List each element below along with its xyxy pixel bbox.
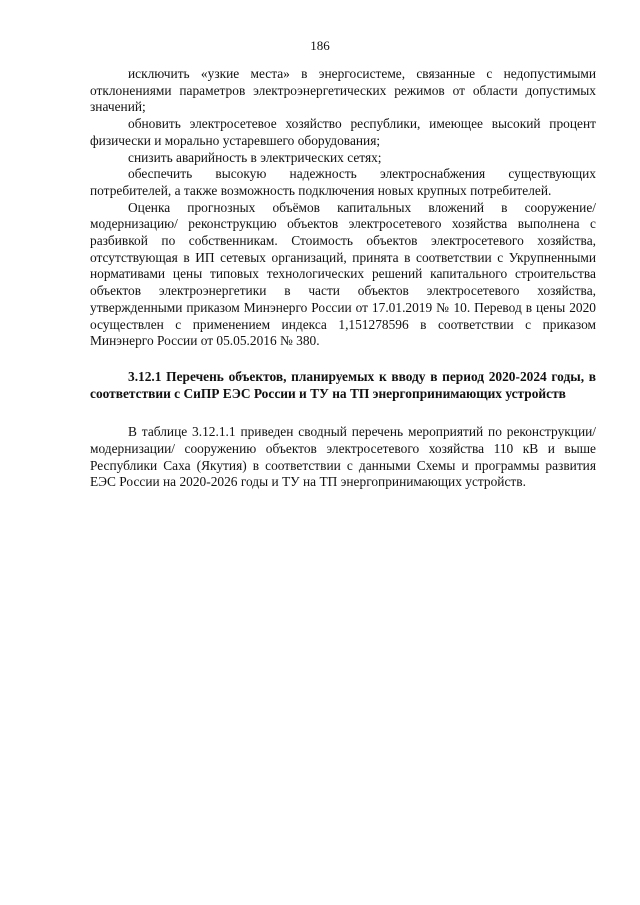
bullet-reduce-accidents: снизить аварийность в электрических сетях;: [128, 149, 382, 165]
paragraph-investment-estimate: Оценка прогнозных объёмов капитальных вложений в сооружение/ модернизацию/ реконструкцию объектов электросетевого хозяйства выполнена с разбивкой по собственникам. Стоимость объектов электросетевого хозяйства, отсутствующая в ИП сетевых организаций, принята в соответствии с Укрупненными нормативами цены типовых технологических решений капитального строительства объектов электроэнергетики в части объектов электросетевого хозяйства, утвержденными приказом Минэнерго России от 17.01.2019 № 10. Перевод в цены 2020 осуществлен с применением индекса 1,151278596 в соответствии с приказом Минэнерго России от 05.05.2016 № 380.: [90, 199, 596, 349]
document-body: [90, 66, 596, 491]
bullet-bottlenecks: исключить «узкие места» в энергосистеме, связанные с недопустимыми отклонениями параметров электроэнергетических режимов от области допустимых значений;: [90, 66, 596, 115]
bullet-grid-renewal: обновить электросетевое хозяйство республики, имеющее высокий процент физически и морально устаревшего оборудования;: [90, 116, 596, 148]
page-number: 186: [310, 38, 330, 53]
bullet-reliability: обеспечить высокую надежность электроснабжения существующих потребителей, а также возможность подключения новых крупных потребителей.: [90, 166, 596, 198]
paragraph-table-reference: В таблице 3.12.1.1 приведен сводный перечень мероприятий по реконструкции/ модернизации/ сооружению объектов электросетевого хозяйства 110 кВ и выше Республики Саха (Якутия) в соответствии с данными Схемы и программы развития ЕЭС России на 2020-2026 годы и ТУ на ТП энергопринимающих устройств.: [90, 424, 596, 490]
section-heading: 3.12.1 Перечень объектов, планируемых к вводу в период 2020-2024 годы, в соответствии с СиПР ЕЭС России и ТУ на ТП энергопринимающих устройств: [90, 368, 596, 401]
